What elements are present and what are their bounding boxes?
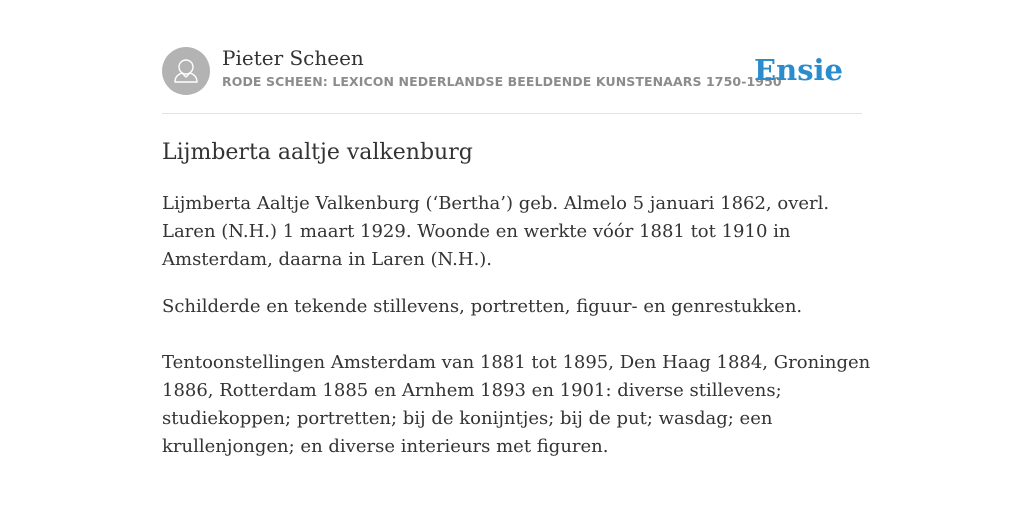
author-header — [162, 46, 862, 96]
avatar[interactable] — [162, 47, 210, 95]
article-paragraph-2: Schilderde en tekende stillevens, portretten, figuur- en genrestukken. — [162, 296, 803, 317]
author-name[interactable]: Pieter Scheen — [222, 46, 364, 70]
article-paragraph-1: Lijmberta Aaltje Valkenburg (‘Bertha’) geb. Almelo 5 januari 1862, overl. Laren (N.H.) 1 maart 1929. Woonde en werkte vóór 1881 tot 1910 in Amsterdam, daarna in Laren (N.H.). — [162, 193, 830, 270]
source-title[interactable]: RODE SCHEEN: LEXICON NEDERLANDSE BEELDENDE KUNSTENAARS 1750-1950 — [222, 74, 782, 89]
article-paragraph-3: Tentoonstellingen Amsterdam van 1881 tot 1895, Den Haag 1884, Groningen 1886, Rotterdam 1885 en Arnhem 1893 en 1901: diverse stillevens; studiekoppen; portretten; bij de konijntjes; bij de put; wasdag; een krullenjongen; en diverse interieurs met figuren. — [162, 352, 871, 457]
article-title: Lijmberta aaltje valkenburg — [162, 140, 473, 165]
header-divider — [162, 113, 862, 114]
ensie-logo[interactable]: Ensie — [754, 53, 843, 87]
user-outline-icon — [162, 47, 210, 95]
